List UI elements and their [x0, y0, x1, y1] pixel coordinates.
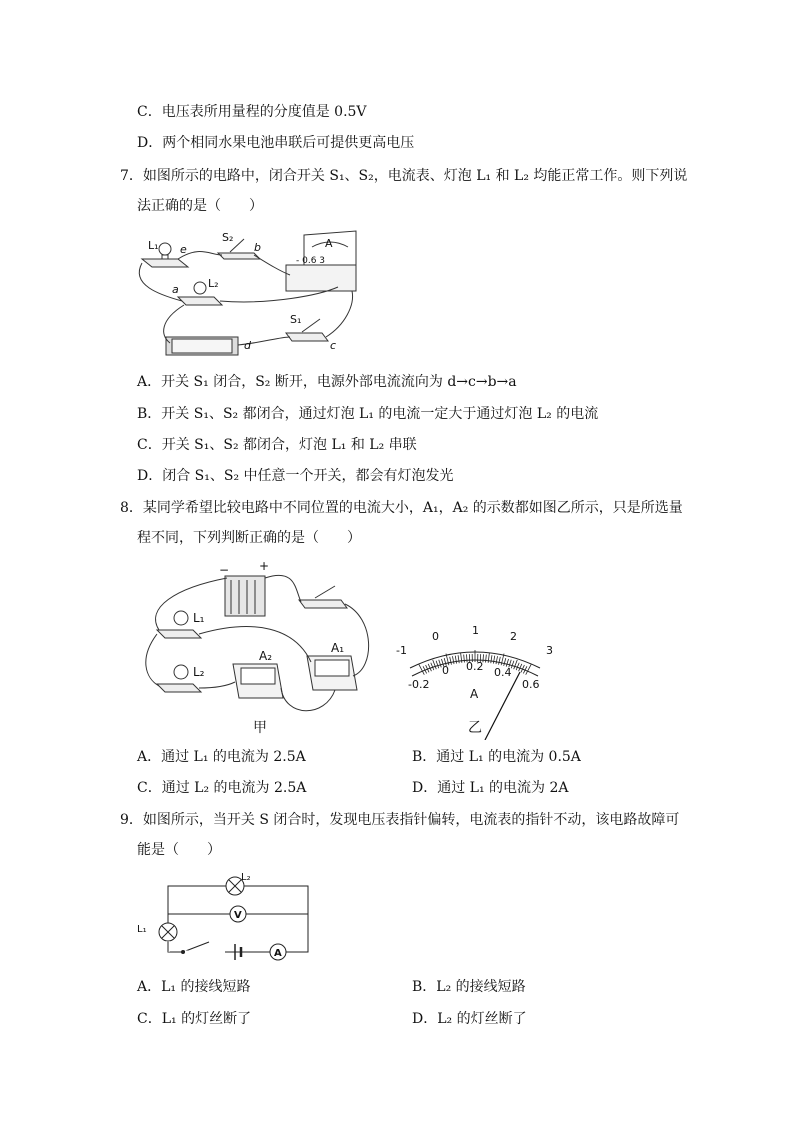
q8-option-a: A．通过 L₁ 的电流为 2.5A: [137, 749, 306, 765]
q8-scale-small-tick-0: -0.2: [408, 678, 430, 691]
scale-tick: [511, 661, 514, 669]
q7-stem-line2: 法正确的是（ ）: [137, 198, 263, 214]
q7-fig-l2: L₂: [208, 277, 219, 290]
q8-scale-big-tick-1: 0: [432, 630, 439, 643]
q8-scale-small-tick-4: 0.6: [522, 678, 540, 691]
q8-figure-jia: [135, 558, 385, 738]
scale-tick: [464, 655, 465, 663]
q6-option-d: D．两个相同水果电池串联后可提供更高电压: [137, 135, 415, 151]
scale-tick: [439, 660, 441, 668]
q7-option-a: A．开关 S₁ 闭合，S₂ 断开，电源外部电流流向为 d→c→b→a: [137, 374, 517, 390]
q9-circuit-figure: [135, 870, 320, 965]
scale-tick: [491, 655, 492, 663]
q6-option-c: C．电压表所用量程的分度值是 0.5V: [137, 104, 367, 120]
q7-fig-d: d: [244, 339, 251, 352]
scale-tick: [436, 661, 439, 669]
q7-fig-e: e: [180, 243, 187, 256]
q9-fig-l1: L₁: [137, 924, 147, 935]
q8-scale-big-tick-3: 2: [510, 630, 517, 643]
scale-tick: [499, 657, 501, 665]
q9-stem-line1: 9．如图所示，当开关 S 闭合时，发现电压表指针偏转，电流表的指针不动，该电路故障可: [120, 812, 680, 828]
q8-scale-big-tick-4: 3: [546, 644, 553, 657]
q8-fig-minus: −: [219, 563, 230, 577]
q7-fig-ammeter-a: A: [325, 237, 333, 250]
q7-option-b: B．开关 S₁、S₂ 都闭合，通过灯泡 L₁ 的电流一定大于通过灯泡 L₂ 的电流: [137, 406, 599, 422]
q8-stem-line2: 程不同，下列判断正确的是（ ）: [137, 530, 361, 546]
q8-fig-l1: L₁: [193, 611, 205, 625]
q9-option-b: B．L₂ 的接线短路: [412, 979, 526, 995]
scale-tick: [458, 655, 459, 663]
q8-option-c: C．通过 L₂ 的电流为 2.5A: [137, 780, 307, 796]
q8-option-b: B．通过 L₁ 的电流为 0.5A: [412, 749, 581, 765]
q8-fig-yi-label: 乙: [468, 720, 482, 736]
q7-circuit-figure: [130, 225, 370, 365]
q8-scale-small-tick-3: 0.4: [494, 666, 512, 679]
q8-figure-yi-ammeter-scale: [390, 620, 570, 740]
q7-option-c: C．开关 S₁、S₂ 都闭合，灯泡 L₁ 和 L₂ 串联: [137, 437, 417, 453]
q9-fig-l2: L₂: [241, 872, 251, 883]
q7-fig-s1: S₁: [290, 313, 302, 326]
q7-fig-b: b: [254, 241, 261, 254]
q8-fig-jia-label: 甲: [253, 720, 267, 736]
q8-option-d: D．通过 L₁ 的电流为 2A: [412, 780, 569, 796]
scale-tick: [504, 658, 506, 666]
q8-fig-a1: A₁: [331, 641, 345, 655]
q9-option-c: C．L₁ 的灯丝断了: [137, 1011, 252, 1027]
scale-tick: [452, 656, 454, 664]
q8-fig-a2: A₂: [259, 649, 273, 663]
scale-tick: [455, 656, 456, 664]
q7-fig-l1: L₁: [148, 239, 159, 252]
q8-stem-line1: 8．某同学希望比较电路中不同位置的电流大小，A₁，A₂ 的示数都如图乙所示，只是所选量: [120, 500, 683, 516]
q7-stem-line1: 7．如图所示的电路中，闭合开关 S₁、S₂，电流表、灯泡 L₁ 和 L₂ 均能正常工作。则下列说: [120, 168, 688, 184]
q7-fig-c: c: [330, 339, 337, 352]
q7-fig-s2: S₂: [222, 231, 234, 244]
q7-fig-a: a: [172, 283, 179, 296]
q7-fig-ammeter-scale: - 0.6 3: [296, 256, 326, 266]
q9-stem-line2: 能是（ ）: [137, 842, 221, 858]
q7-option-d: D．闭合 S₁、S₂ 中任意一个开关，都会有灯泡发光: [137, 468, 454, 484]
q9-fig-ammeter: A: [274, 948, 282, 959]
q8-scale-small-tick-2: 0.2: [466, 660, 484, 673]
scale-tick: [516, 663, 519, 670]
q8-fig-plus: +: [259, 559, 270, 573]
q9-fig-voltmeter: V: [234, 910, 242, 921]
scale-tick: [496, 656, 498, 664]
scale-tick: [526, 664, 532, 675]
q8-scale-big-tick-2: 1: [472, 624, 479, 637]
scale-tick: [431, 663, 434, 670]
q8-scale-needle: [485, 672, 520, 740]
q8-scale-unit: A: [470, 687, 479, 701]
q8-fig-l2: L₂: [193, 665, 205, 679]
q9-option-d: D．L₂ 的灯丝断了: [412, 1011, 527, 1027]
scale-tick: [493, 656, 494, 664]
q9-option-a: A．L₁ 的接线短路: [137, 979, 251, 995]
scale-tick: [419, 664, 425, 675]
scale-tick: [486, 655, 487, 663]
scale-tick: [450, 657, 452, 665]
q8-scale-small-tick-1: 0: [442, 664, 449, 677]
q8-scale-big-tick-0: -1: [396, 644, 407, 657]
